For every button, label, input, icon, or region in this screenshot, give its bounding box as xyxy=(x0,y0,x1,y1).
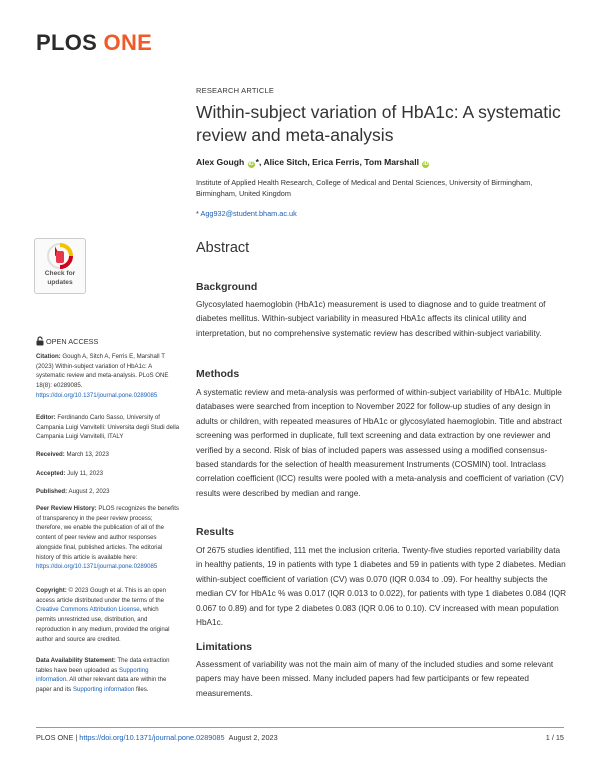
affiliation: Institute of Applied Health Research, College of Medical and Dental Sciences, University of Birmingham, Birmingham, United Kingdom xyxy=(196,178,533,198)
copyright-text-end: , which permits unrestricted use, distribution, and reproduction in any medium, provided the original author and source are credited. xyxy=(36,606,170,643)
logo-plos: PLOS xyxy=(36,30,98,55)
supporting-info-link[interactable]: Supporting information xyxy=(36,666,149,684)
footer-separator: | xyxy=(73,733,80,742)
corresponding-mark: *, xyxy=(255,157,264,167)
footer-divider xyxy=(36,727,564,728)
results-heading: Results xyxy=(196,526,234,538)
abstract-heading: Abstract xyxy=(196,240,250,256)
journal-logo xyxy=(36,30,152,56)
methods-text: A systematic review and meta-analysis was performed of within-subject variability of HbA1c. Multiple databases were searched from inception to November 2022 for follow-up studies of any design in adults or children, with repeated measures of HbA1c or glycosylated haemoglobin. Title and abstract screening was performed in duplicate, full text screening and data extraction by one reviewer and verified by a second. Risk of bias of included papers was assessed using a modified consensus-based standards for the selection of health measurement Instruments (COSMIN) tool. Intraclass correlation coefficient (ICC) results were pooled with a meta-analysis and coefficient of variation (CV) results were described by median and range. xyxy=(196,388,564,498)
page-number: 1 / 15 xyxy=(545,733,564,742)
methods-heading: Methods xyxy=(196,368,240,380)
footer-date: August 2, 2023 xyxy=(228,733,278,742)
citation-text: Gough A, Sitch A, Ferris E, Marshall T (2023) Within-subject variation of HbA1c: A systematic review and meta-analysis. PLoS ONE 18(8): e0289085. xyxy=(36,353,169,390)
limitations-heading: Limitations xyxy=(196,641,253,653)
received-label: Received: xyxy=(36,451,65,458)
orcid-icon[interactable]: iD xyxy=(248,161,254,167)
copyright-block xyxy=(36,586,180,644)
copyright-text: © 2023 Gough et al. This is an open access article distributed under the terms of the xyxy=(36,587,167,604)
check-for-updates-icon xyxy=(47,243,73,269)
data-availability-text-3: files. xyxy=(135,686,149,694)
background-text: Glycosylated haemoglobin (HbA1c) measurement is used to diagnose and to guide treatment of diabetes mellitus. Within-subject variability in measured HbA1c affects its clinical utility and interpretation, but no comprehensive systematic review has described within-subject variability. xyxy=(196,300,546,338)
received-date: March 13, 2023 xyxy=(66,451,109,458)
logo-one: ONE xyxy=(103,30,153,55)
data-availability-block xyxy=(36,656,180,695)
editor-block xyxy=(36,413,180,442)
accepted-label: Accepted: xyxy=(36,470,66,477)
email-mark: * xyxy=(196,209,201,218)
check-for-updates-badge[interactable] xyxy=(34,238,86,294)
author-names[interactable]: Alice Sitch, Erica Ferris, Tom Marshall xyxy=(263,157,419,167)
footer-doi-link[interactable]: https://doi.org/10.1371/journal.pone.0289085 xyxy=(79,733,225,742)
check-for-updates-line2: updates xyxy=(47,278,73,286)
accepted-date: July 11, 2023 xyxy=(67,470,103,477)
email-link[interactable]: Agg932@student.bham.ac.uk xyxy=(200,209,297,218)
open-access-text: OPEN ACCESS xyxy=(46,337,99,346)
corresponding-email xyxy=(196,209,297,218)
open-access-label xyxy=(36,336,98,346)
check-for-updates-line1: Check for xyxy=(44,270,76,277)
peer-review-link[interactable]: https://doi.org/10.1371/journal.pone.0289085 xyxy=(36,563,158,571)
editor-label: Editor: xyxy=(36,414,56,421)
citation-block xyxy=(36,352,180,401)
data-availability-text-2: . All other relevant data are within the paper and its xyxy=(36,676,167,694)
data-availability-label: Data Availability Statement: xyxy=(36,657,116,664)
peer-review-block xyxy=(36,504,180,572)
peer-review-label: Peer Review History: xyxy=(36,505,97,512)
author-name[interactable]: Alex Gough xyxy=(196,157,245,167)
citation-label: Citation: xyxy=(36,353,61,360)
data-availability-text: The data extraction tables have been uploaded as xyxy=(36,657,170,674)
peer-review-text: PLOS recognizes the benefits of transparency in the peer review process; therefore, we enable the publication of all of the content of peer review and author responses alongside final, published articles. The editorial history of this article is available here: xyxy=(36,505,179,561)
results-text: Of 2675 studies identified, 111 met the inclusion criteria. Twenty-five studies reported variability data in healthy patients, 19 in patients with type 1 diabetes and 59 in patients with type 2 diabetes. Median within-subject coefficient of variation (CV) was 0.070 (IQR 0.034 to .09). For healthy subjects the median CV for HbA1c % was 0.017 (IQR 0.013 to 0.022), for patients with type 1 diabetes 0.084 (IQR 0.067 to 0.89) and for type 2 diabetes 0.083 (IQR 0.06 to 0.10). CV increased with mean population HbA1c. xyxy=(196,546,567,628)
orcid-icon[interactable]: iD xyxy=(423,161,429,167)
author-list xyxy=(196,157,576,168)
supporting-info-link-2[interactable]: Supporting information xyxy=(72,686,135,694)
background-heading: Background xyxy=(196,281,258,293)
received-block xyxy=(36,450,180,460)
published-label: Published: xyxy=(36,488,68,495)
open-lock-icon xyxy=(36,336,44,346)
limitations-text: Assessment of variability was not the main aim of many of the included studies and some relevant papers may have been missed. Many included papers had few participants or few repeated measurements. xyxy=(196,660,554,698)
accepted-block xyxy=(36,469,180,479)
copyright-label: Copyright: xyxy=(36,587,67,594)
published-block xyxy=(36,487,180,497)
published-date: August 2, 2023 xyxy=(68,488,110,495)
article-title: Within-subject variation of HbA1c: A systematic review and meta-analysis xyxy=(196,102,561,145)
article-type: RESEARCH ARTICLE xyxy=(196,86,275,95)
editor-text: Ferdinando Carlo Sasso, University of Campania Luigi Vanvitelli: Universita degli Studi della Campania Luigi Vanvitelli, ITALY xyxy=(36,414,180,441)
page-footer xyxy=(36,733,278,742)
license-link[interactable]: Creative Commons Attribution License xyxy=(36,606,140,614)
footer-journal: PLOS ONE xyxy=(36,733,74,742)
citation-doi-link[interactable]: https://doi.org/10.1371/journal.pone.0289085 xyxy=(36,391,158,399)
